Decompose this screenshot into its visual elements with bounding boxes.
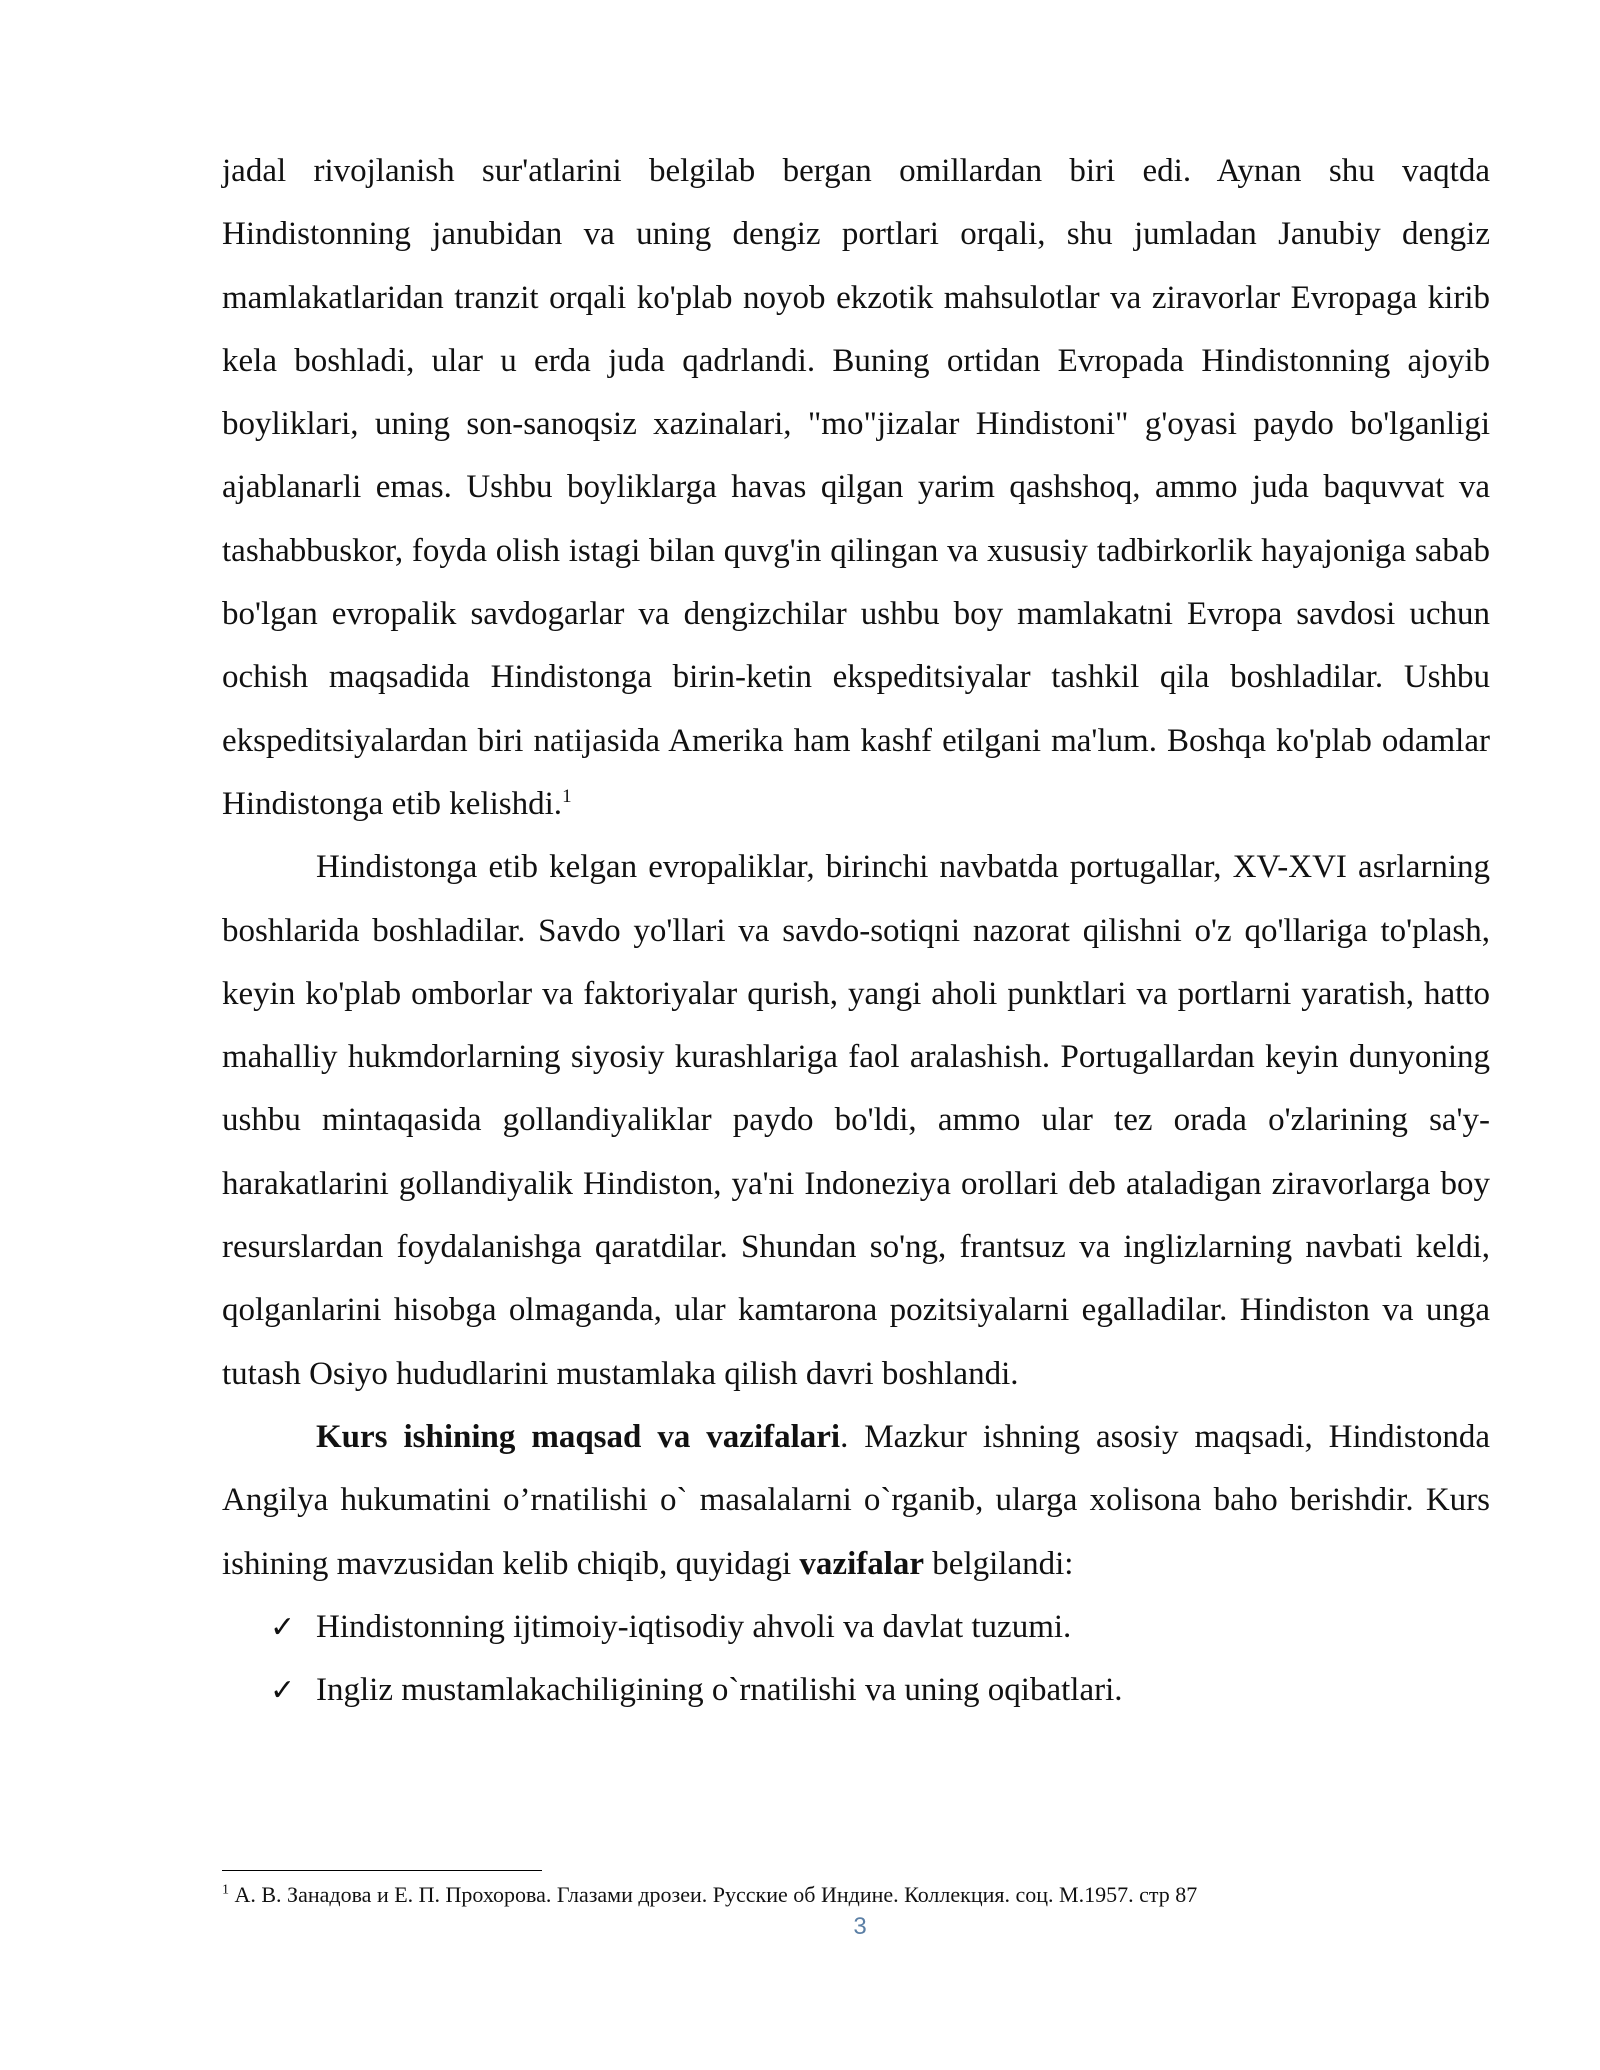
task-list (222, 1596, 1490, 1723)
paragraph-1-text: jadal rivojlanish sur'atlarini belgilab bergan omillardan biri edi. Aynan shu vaqtda Hindistonning janubidan va uning dengiz portlari orqali, shu jumladan Janubiy dengiz mamlakatlaridan tranzit orqali ko'plab noyob ekzotik mahsulotlar va ziravorlar Evropaga kirib kela boshladi, ular u erda juda qadrlandi. Buning ortidan Evropada Hindistonning ajoyib boyliklari, uning son-sanoqsiz xazinalari, "mo"jizalar Hindistoni" g'oyasi paydo bo'lganligi ajablanarli emas. Ushbu boyliklarga havas qilgan yarim qashshoq, ammo juda baquvvat va tashabbuskor, foyda olish istagi bilan quvg'in qilingan va xususiy tadbirkorlik hayajoniga sabab bo'lgan evropalik savdogarlar va dengizchilar ushbu boy mamlakatni Evropa savdosi uchun ochish maqsadida Hindistonga birin-ketin ekspeditsiyalar tashkil qila boshladilar. Ushbu ekspeditsiyalardan biri natijasida Amerika ham kashf etilgani ma'lum. Boshqa ko'plab odamlar Hindistonga etib kelishdi. (222, 153, 1490, 822)
checkmark-icon: ✓ (270, 1673, 296, 1709)
section-heading-inline: Kurs ishining maqsad va vazifalari (316, 1418, 841, 1455)
page-body (222, 140, 1490, 1722)
footnote (222, 1880, 1490, 1910)
task-list-item-text: Ingliz mustamlakachiligining o`rnatilishi va uning oqibatlari. (316, 1672, 1123, 1709)
footnote-marker: 1 (222, 1882, 229, 1898)
footnote-reference[interactable]: 1 (562, 785, 572, 807)
paragraph-3 (222, 1406, 1490, 1596)
page-number: 3 (853, 1913, 867, 1940)
paragraph-3-text-b: belgilandi: (924, 1545, 1074, 1582)
footnote-text: А. В. Занадова и Е. П. Прохорова. Глазами дрозеи. Русские об Индине. Коллекция. соц. М.1957. стр 87 (229, 1882, 1198, 1907)
footnote-separator (222, 1870, 542, 1871)
task-list-item (222, 1596, 1490, 1659)
paragraph-3-text-a: . Mazkur ishning asosiy maqsadi, Hindistonda Angilya hukumatini o’rnatilishi o` masalalarni o`rganib, ularga xolisona baho berishdir. Kurs ishining mavzusidan kelib chiqib, quyidagi (222, 1418, 1490, 1582)
checkmark-icon: ✓ (270, 1609, 296, 1645)
paragraph-1 (222, 140, 1490, 836)
tasks-keyword: vazifalar (799, 1545, 925, 1582)
task-list-item (222, 1659, 1490, 1722)
task-list-item-text: Hindistonning ijtimoiy-iqtisodiy ahvoli va davlat tuzumi. (316, 1608, 1072, 1645)
paragraph-2: Hindistonga etib kelgan evropaliklar, birinchi navbatda portugallar, XV-XVI asrlarning boshlarida boshladilar. Savdo yo'llari va savdo-sotiqni nazorat qilishni o'z qo'llariga to'plash, keyin ko'plab omborlar va faktoriyalar qurish, yangi aholi punktlari va portlarni yaratish, hatto mahalliy hukmdorlarning siyosiy kurashlariga faol aralashish. Portugallardan keyin dunyoning ushbu mintaqasida gollandiyaliklar paydo bo'ldi, ammo ular tez orada o'zlarining sa'y-harakatlarini gollandiyalik Hindiston, ya'ni Indoneziya orollari deb ataladigan ziravorlarga boy resurslardan foydalanishga qaratdilar. Shundan so'ng, frantsuz va inglizlarning navbati keldi, qolganlarini hisobga olmaganda, ular kamtarona pozitsiyalarni egalladilar. Hindiston va unga tutash Osiyo hududlarini mustamlaka qilish davri boshlandi. (222, 849, 1490, 1392)
